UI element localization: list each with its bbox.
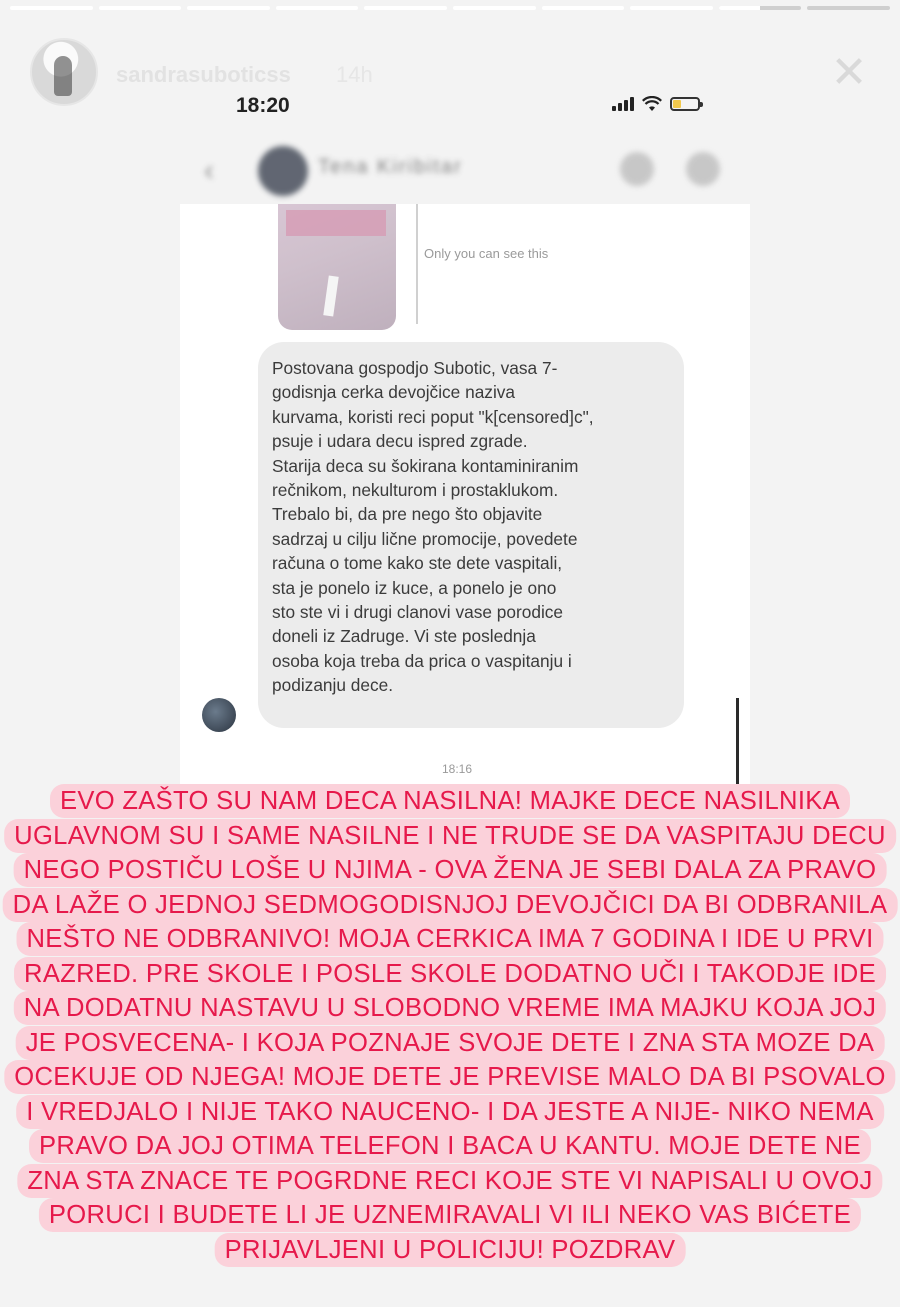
caption-line: DA LAŽE O JEDNOJ SEDMOGODISNJOJ DEVOJČICI DA BI ODBRANILA (3, 888, 898, 922)
progress-segment (719, 6, 802, 10)
status-time: 18:20 (236, 94, 290, 117)
caption-line: RAZRED. PRE SKOLE I POSLE SKOLE DODATNO UČI I TAKODJE IDE (14, 957, 886, 991)
scrollbar[interactable] (736, 698, 739, 788)
caption-line: PORUCI I BUDETE LI JE UZNEMIRAVALI VI ILI NEKO VAS BIĆETE (39, 1198, 861, 1232)
battery-icon (670, 97, 700, 111)
progress-segment (276, 6, 359, 10)
story-progress-bar (10, 6, 890, 11)
signal-icon (612, 97, 634, 111)
contact-name[interactable]: Tena Kiribitar (318, 156, 463, 178)
message-timestamp: 18:16 (442, 762, 473, 776)
username[interactable]: sandrasuboticss (116, 62, 291, 87)
contact-avatar[interactable] (258, 146, 308, 196)
back-arrow-icon[interactable]: ‹ (204, 154, 214, 187)
info-icon[interactable] (686, 152, 720, 186)
caption-line: NEGO POSTIČU LOŠE U NJIMA - OVA ŽENA JE SEBI DALA ZA PRAVO (14, 853, 887, 887)
caption-line: PRAVO DA JOJ OTIMA TELEFON I BACA U KANTU. MOJE DETE NE (29, 1129, 871, 1163)
caption-line: I VREDJALO I NIJE TAKO NAUCENO- I DA JESTE A NIJE- NIKO NEMA (16, 1095, 884, 1129)
caption-line: NA DODATNU NASTAVU U SLOBODNO VREME IMA MAJKU KOJA JOJ (14, 991, 886, 1025)
progress-segment (453, 6, 536, 10)
caption-line: EVO ZAŠTO SU NAM DECA NASILNA! MAJKE DECE NASILNIKA (50, 784, 850, 818)
progress-segment (542, 6, 625, 10)
progress-segment (364, 6, 447, 10)
progress-segment (807, 6, 890, 10)
story-time-ago: 14h (336, 62, 373, 87)
progress-segment (10, 6, 93, 10)
sender-avatar[interactable] (202, 698, 236, 732)
status-icons (612, 96, 700, 112)
status-bar (0, 90, 900, 120)
divider (416, 204, 418, 324)
progress-segment (187, 6, 270, 10)
caption-line: UGLAVNOM SU I SAME NASILNE I NE TRUDE SE DA VASPITAJU DECU (4, 819, 896, 853)
chat-header (190, 142, 750, 202)
caption-line: NEŠTO NE ODBRANIVO! MOJA CERKICA IMA 7 GODINA I IDE U PRVI (16, 922, 883, 956)
close-icon[interactable]: ✕ (830, 48, 868, 97)
caption-line: ZNA STA ZNACE TE POGRDNE RECI KOJE STE VI NAPISALI U OVOJ (17, 1164, 882, 1198)
only-you-note: Only you can see this (424, 246, 549, 261)
wifi-icon (642, 96, 662, 112)
shared-story-image[interactable] (278, 204, 396, 330)
caption-line: PRIJAVLJENI U POLICIJU! POZDRAV (215, 1233, 686, 1267)
call-icon[interactable] (620, 152, 654, 186)
story-caption (12, 784, 888, 1274)
caption-line: JE POSVECENA- I KOJA POZNAJE SVOJE DETE I ZNA STA MOZE DA (16, 1026, 885, 1060)
caption-line: OCEKUJE OD NJEGA! MOJE DETE JE PREVISE MALO DA BI PSOVALO (4, 1060, 895, 1094)
message-text: Postovana gospodjo Subotic, vasa 7- godisnja cerka devojčice naziva kurvama, koristi reci poput "k[censored]c", psuje i udara decu ispred zgrade. Starija deca su šokirana kontaminiranim rečnikom, nekulturom i prostaklukom. Trebalo bi, da pre nego što objavite sadrzaj u cilju lične promocije, povedete računa o tome kako ste dete vaspitali, sta je ponelo iz kuce, a ponelo je ono sto ste vi i drugi clanovi vase porodice doneli iz Zadruge. Vi ste poslednja osoba koja treba da prica o vaspitanju i podizanju dece. (272, 358, 594, 696)
progress-segment (630, 6, 713, 10)
message-bubble[interactable] (258, 342, 684, 728)
progress-segment (99, 6, 182, 10)
chat-conversation (180, 204, 750, 804)
